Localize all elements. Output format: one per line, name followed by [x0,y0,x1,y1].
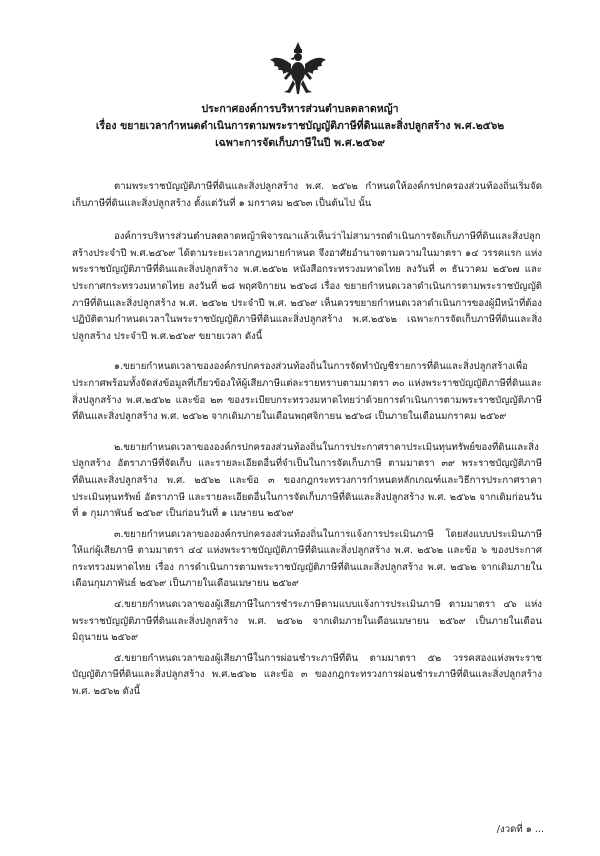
announcement-subject: เรื่อง ขยายเวลากำหนดดำเนินการตามพระราชบัญญัติภาษีที่ดินและสิ่งปลูกสร้าง พ.ศ.๒๕๖๒ [95,120,505,132]
intro-paragraph: ตามพระราชบัญญัติภาษีที่ดินและสิ่งปลูกสร้าง พ.ศ. ๒๕๖๒ กำหนดให้องค์กรปกครองส่วนท้องถิ่นเริ่มจัดเก็บภาษีที่ดินและสิ่งปลูกสร้าง ตั้งแต่วันที่ ๑ มกราคม ๒๕๖๓ เป็นต้นไป นั้น [72,181,542,209]
consideration-paragraph: องค์การบริหารส่วนตำบลตลาดหญ้าพิจารณาแล้วเห็นว่าไม่สามารถดำเนินการจัดเก็บภาษีที่ดินและสิ่งปลูกสร้างประจำปี พ.ศ.๒๕๖๙ ได้ตามระยะเวลากฎหมายกำหนด จึงอาศัยอำนาจตามความในมาตรา ๑๔ วรรคแรก แห่งพระราชบัญญัติภาษีที่ดินและสิ่งปลูกสร้าง พ.ศ.๒๕๖๒ หนังสือกระทรวงมหาดไทย ลงวันที่ ๓ ธันวาคม ๒๕๖๗ และประกาศกระทรวงมหาดไทย ลงวันที่ ๒๘ พฤศจิกายน ๒๕๖๘ เรื่อง ขยายกำหนดเวลาดำเนินการตามพระราชบัญญัติภาษีที่ดินและสิ่งปลูกสร้าง พ.ศ. ๒๕๖๒ ประจำปี พ.ศ. ๒๕๖๙ เห็นควรขยายกำหนดเวลาดำเนินการของผู้มีหน้าที่ต้องปฏิบัติตามกำหนดเวลาในพระราชบัญญัติภาษีที่ดินและสิ่งปลูกสร้าง พ.ศ.๒๕๖๒ เฉพาะการจัดเก็บภาษีที่ดินและสิ่งปลูกสร้าง ประจำปี พ.ศ.๒๕๖๙ ขยายเวลา ดังนี้ [72,231,542,342]
garuda-emblem-icon [268,40,328,98]
title-block [0,101,600,152]
announcement-title: ประกาศองค์การบริหารส่วนตำบลตลาดหญ้า [201,103,399,115]
list-item: ๓.ขยายกำหนดเวลาขององค์กรปกครองส่วนท้องถิ่นในการแจ้งการประเมินภาษี โดยส่งแบบประเมินภาษีให้แก่ผู้เสียภาษี ตามมาตรา ๔๔ แห่งพระราชบัญญัติภาษีที่ดินและสิ่งปลูกสร้าง พ.ศ. ๒๕๖๒ และข้อ ๖ ของประกาศกระทรวงมหาดไทย เรื่อง การดำเนินการตามพระราชบัญญัติภาษีที่ดินและสิ่งปลูกสร้าง พ.ศ. ๒๕๖๒ จากเดิมภายในเดือนกุมภาพันธ์ ๒๕๖๙ เป็นภายในเดือนเมษายน ๒๕๖๙ [72,528,542,590]
list-item: ๔.ขยายกำหนดเวลาของผู้เสียภาษีในการชำระภาษีตามแบบแจ้งการประเมินภาษี ตามมาตรา ๔๖ แห่งพระราชบัญญัติภาษีที่ดินและสิ่งปลูกสร้าง พ.ศ. ๒๕๖๒ จากเดิมภายในเดือนเมษายน ๒๕๖๙ เป็นภายในเดือนมิถุนายน ๒๕๖๙ [72,599,542,644]
announcement-body [72,179,542,701]
list-item: ๒.ขยายกำหนดเวลาขององค์กรปกครองส่วนท้องถิ่นในการประกาศราคาประเมินทุนทรัพย์ของที่ดินและสิ่งปลูกสร้าง อัตราภาษีที่จัดเก็บ และรายละเอียดอื่นที่จำเป็นในการจัดเก็บภาษี ตามมาตรา ๓๙ พระราชบัญญัติภาษีที่ดินและสิ่งปลูกสร้าง พ.ศ. ๒๕๖๒ และข้อ ๓ ของกฎกระทรวงการกำหนดหลักเกณฑ์และวิธีการประกาศราคาประเมินทุนทรัพย์ อัตราภาษี และรายละเอียดอื่นในการจัดเก็บภาษีที่ดินและสิ่งปลูกสร้าง พ.ศ. ๒๕๖๒ จากเดิมก่อนวันที่ ๑ กุมภาพันธ์ ๒๕๖๙ เป็นก่อนวันที่ ๑ เมษายน ๒๕๖๙ [72,441,542,520]
announcement-subject-line2: เฉพาะการจัดเก็บภาษีในปี พ.ศ.๒๕๖๙ [215,137,385,149]
list-item: ๕.ขยายกำหนดเวลาของผู้เสียภาษีในการผ่อนชำระภาษีที่ดิน ตามมาตรา ๕๒ วรรคสองแห่งพระราชบัญญัติภาษีที่ดินและสิ่งปลูกสร้าง พ.ศ.๒๕๖๒ และข้อ ๓ ของกฎกระทรวงการผ่อนชำระภาษีที่ดินและสิ่งปลูกสร้าง พ.ศ. ๒๕๖๒ ดังนี้ [72,652,542,698]
page-continuation: /งวดที่ ๑ ... [496,824,544,835]
list-item: ๑.ขยายกำหนดเวลาขององค์กรปกครองส่วนท้องถิ่นในการจัดทำบัญชีรายการที่ดินและสิ่งปลูกสร้างเพื่อประกาศพร้อมทั้งจัดส่งข้อมูลที่เกี่ยวข้องให้ผู้เสียภาษีแต่ละรายทราบตามมาตรา ๓๐ แห่งพระราชบัญญัติภาษีที่ดินและสิ่งปลูกสร้าง พ.ศ.๒๕๖๒ และข้อ ๒๓ ของระเบียบกระทรวงมหาดไทยว่าด้วยการดำเนินการตามพระราชบัญญัติภาษีที่ดินและสิ่งปลูกสร้าง พ.ศ. ๒๕๖๒ จากเดิมภายในเดือนพฤศจิกายน ๒๕๖๘ เป็นภายในเดือนมกราคม ๒๕๖๙ [72,361,542,423]
